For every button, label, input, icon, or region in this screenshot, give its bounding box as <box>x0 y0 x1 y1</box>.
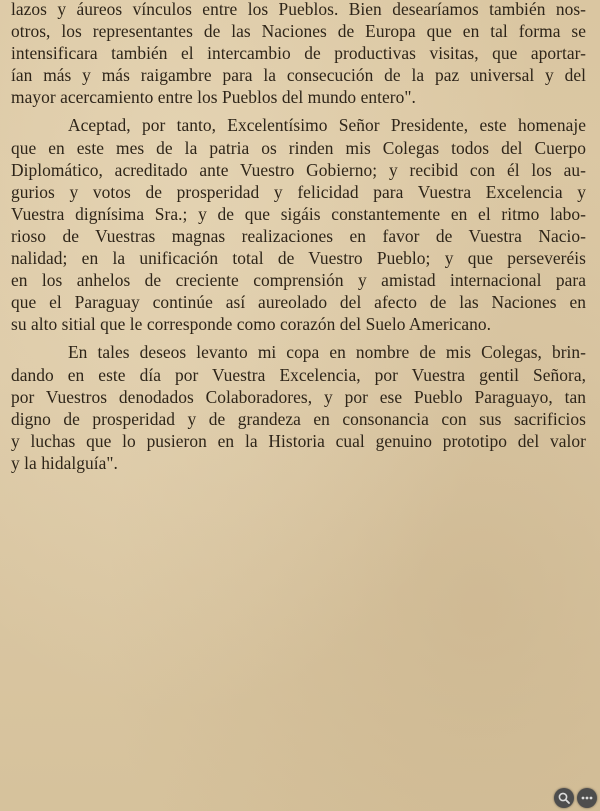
text-line: En tales deseos levanto mi copa en nombre de mis Colegas, brin- <box>68 342 586 363</box>
text-line: dando en este día por Vuestra Excelencia, por Vuestra gentil Señora, <box>11 364 586 385</box>
text-line: Vuestra dignísima Sra.; y de que sigáis constantemente en el ritmo labo- <box>11 203 586 224</box>
zoom-icon <box>557 791 571 805</box>
text-line: ían más y más raigambre para la consecución de la paz universal y del <box>11 65 586 86</box>
paragraph-3 <box>11 341 586 474</box>
text-line: que el Paraguay continúe así aureolado del afecto de las Naciones en <box>11 292 586 313</box>
text-line: que en este mes de la patria os rinden mis Colegas todos del Cuerpo <box>11 137 586 158</box>
document-text <box>11 0 586 474</box>
text-line: mayor acercamiento entre los Pueblos del mundo entero". <box>11 87 416 108</box>
text-line: por Vuestros denodados Colaboradores, y por ese Pueblo Paraguayo, tan <box>11 386 586 407</box>
text-line: lazos y áureos vínculos entre los Pueblos. Bien desearíamos también nos- <box>11 0 586 19</box>
paragraph-2 <box>11 114 586 335</box>
text-line: Diplomático, acreditado ante Vuestro Gobierno; y recibid con él los au- <box>11 159 586 180</box>
viewer-controls <box>554 788 597 808</box>
text-line: y la hidalguía". <box>11 452 118 473</box>
text-line: y luchas que lo pusieron en la Historia cual genuino prototipo del valor <box>11 430 586 451</box>
text-line: rioso de Vuestras magnas realizaciones en favor de Vuestra Nacio- <box>11 225 586 246</box>
paragraph-1 <box>11 0 586 108</box>
more-icon <box>580 791 594 805</box>
more-button[interactable] <box>577 788 597 808</box>
text-line: otros, los representantes de las Naciones de Europa que en tal forma se <box>11 21 586 42</box>
text-line: nalidad; en la unificación total de Vuestro Pueblo; y que perseveréis <box>11 248 586 269</box>
text-line: gurios y votos de prosperidad y felicidad para Vuestra Excelencia y <box>11 181 586 202</box>
text-line: digno de prosperidad y de grandeza en consonancia con sus sacrificios <box>11 408 586 429</box>
text-line: en los anhelos de creciente comprensión y amistad internacional para <box>11 270 586 291</box>
text-line: su alto sitial que le corresponde como corazón del Suelo Americano. <box>11 314 491 335</box>
text-line: Aceptad, por tanto, Excelentísimo Señor Presidente, este homenaje <box>68 115 586 136</box>
zoom-button[interactable] <box>554 788 574 808</box>
text-line: intensificara también el intercambio de productivas visitas, que aportar- <box>11 43 586 64</box>
